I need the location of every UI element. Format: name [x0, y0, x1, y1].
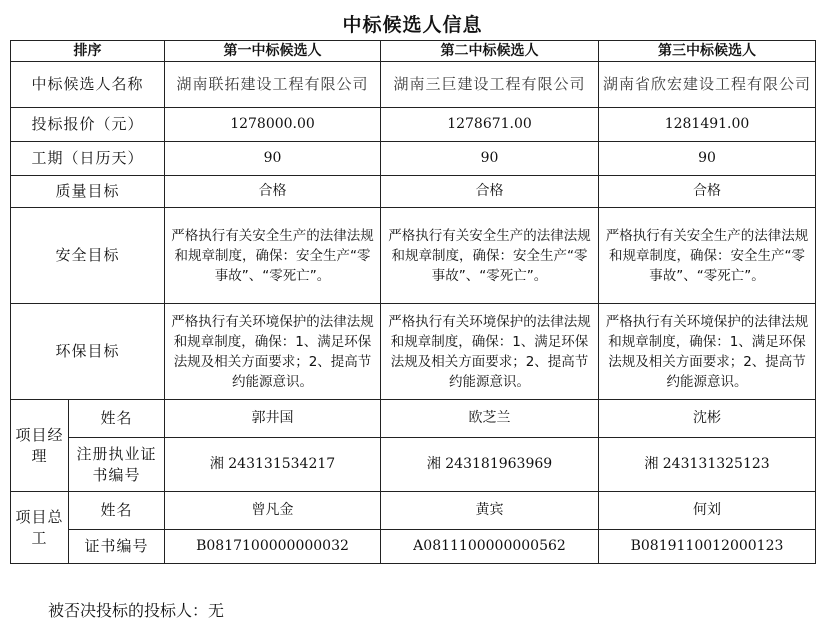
- candidate-1-quality: 合格: [165, 176, 381, 208]
- label-candidate-name: 中标候选人名称: [11, 62, 165, 108]
- row-candidate-name: [11, 62, 816, 108]
- row-ce-name: [11, 492, 816, 530]
- candidate-3-environment: 严格执行有关环境保护的法律法规和规章制度，确保：1、满足环保法规及相关方面要求；2、提高节约能源意识。: [599, 304, 816, 400]
- candidate-1-ce-name: 曾凡金: [165, 492, 381, 530]
- candidate-2-period: 90: [381, 142, 599, 176]
- group-chief-engineer: 项目总工: [11, 492, 69, 564]
- candidate-3-pm-name: 沈彬: [599, 400, 816, 438]
- label-pm-cert: 注册执业证书编号: [69, 438, 165, 492]
- candidate-2-ce-cert: A0811100000000562: [381, 530, 599, 564]
- row-period: [11, 142, 816, 176]
- candidate-3-ce-cert: B0819110012000123: [599, 530, 816, 564]
- candidate-1-price: 1278000.00: [165, 108, 381, 142]
- candidate-3-safety: 严格执行有关安全生产的法律法规和规章制度，确保：安全生产“零事故”、“零死亡”。: [599, 208, 816, 304]
- row-quality: [11, 176, 816, 208]
- candidate-3-ce-name: 何刘: [599, 492, 816, 530]
- candidate-table: [10, 40, 816, 564]
- row-bid-price: [11, 108, 816, 142]
- candidate-2-ce-name: 黄宾: [381, 492, 599, 530]
- label-pm-name: 姓名: [69, 400, 165, 438]
- label-ce-cert: 证书编号: [69, 530, 165, 564]
- candidate-1-pm-name: 郭井国: [165, 400, 381, 438]
- row-pm-name: [11, 400, 816, 438]
- candidate-2-pm-cert: 湘 243181963969: [381, 438, 599, 492]
- header-row: [11, 41, 816, 62]
- candidate-1-environment: 严格执行有关环境保护的法律法规和规章制度，确保：1、满足环保法规及相关方面要求；2、提高节约能源意识。: [165, 304, 381, 400]
- row-ce-cert: [11, 530, 816, 564]
- candidate-2-name: 湖南三巨建设工程有限公司: [381, 62, 599, 108]
- header-candidate-3: 第三中标候选人: [599, 41, 816, 62]
- label-ce-name: 姓名: [69, 492, 165, 530]
- candidate-2-safety: 严格执行有关安全生产的法律法规和规章制度，确保：安全生产“零事故”、“零死亡”。: [381, 208, 599, 304]
- group-project-manager: 项目经理: [11, 400, 69, 492]
- row-pm-cert: [11, 438, 816, 492]
- header-candidate-1: 第一中标候选人: [165, 41, 381, 62]
- candidate-1-period: 90: [165, 142, 381, 176]
- header-candidate-2: 第二中标候选人: [381, 41, 599, 62]
- label-bid-price: 投标报价（元）: [11, 108, 165, 142]
- candidate-3-name: 湖南省欣宏建设工程有限公司: [599, 62, 816, 108]
- candidate-1-name: 湖南联拓建设工程有限公司: [165, 62, 381, 108]
- candidate-3-pm-cert: 湘 243131325123: [599, 438, 816, 492]
- label-environment: 环保目标: [11, 304, 165, 400]
- candidate-1-ce-cert: B0817100000000032: [165, 530, 381, 564]
- candidate-2-environment: 严格执行有关环境保护的法律法规和规章制度，确保：1、满足环保法规及相关方面要求；2、提高节约能源意识。: [381, 304, 599, 400]
- rejected-bidders-note: 被否决投标的投标人：无: [48, 601, 225, 620]
- candidate-2-quality: 合格: [381, 176, 599, 208]
- row-safety: [11, 208, 816, 304]
- candidate-1-safety: 严格执行有关安全生产的法律法规和规章制度，确保：安全生产“零事故”、“零死亡”。: [165, 208, 381, 304]
- row-environment: [11, 304, 816, 400]
- candidate-3-period: 90: [599, 142, 816, 176]
- label-safety: 安全目标: [11, 208, 165, 304]
- page-title: 中标候选人信息: [342, 14, 483, 36]
- label-quality: 质量目标: [11, 176, 165, 208]
- header-rank: 排序: [11, 41, 165, 62]
- candidate-2-price: 1278671.00: [381, 108, 599, 142]
- candidate-3-price: 1281491.00: [599, 108, 816, 142]
- candidate-1-pm-cert: 湘 243131534217: [165, 438, 381, 492]
- label-period: 工期（日历天）: [11, 142, 165, 176]
- candidate-2-pm-name: 欧芝兰: [381, 400, 599, 438]
- candidate-3-quality: 合格: [599, 176, 816, 208]
